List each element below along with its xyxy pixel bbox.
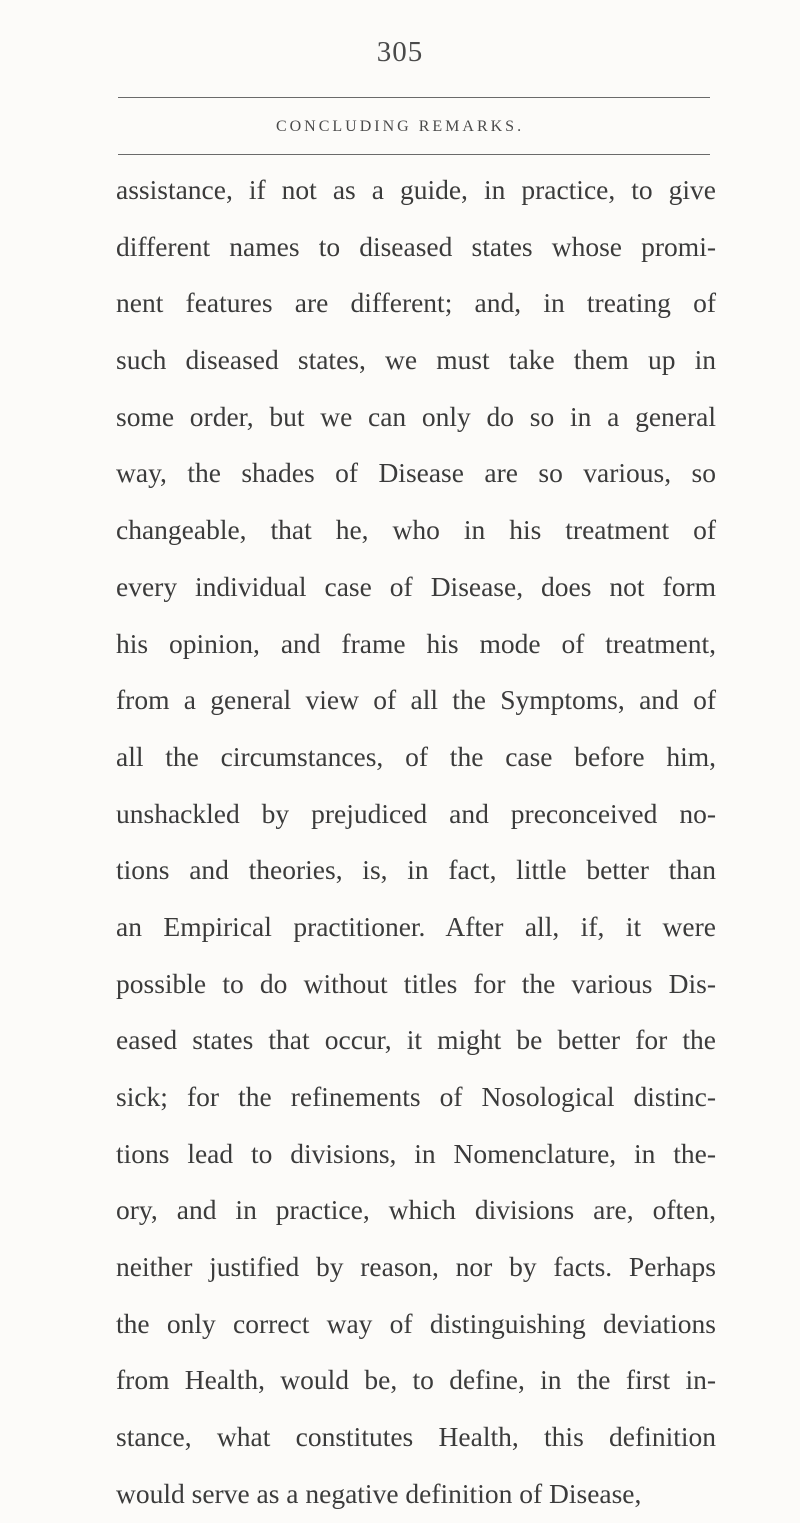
text-line: tions and theories, is, in fact, little better than <box>116 854 716 886</box>
text-line: such diseased states, we must take them up in <box>116 344 716 376</box>
body-text <box>116 162 716 1523</box>
running-head: CONCLUDING REMARKS. <box>275 118 525 135</box>
text-line: possible to do without titles for the various Dis- <box>116 967 716 999</box>
text-line: stance, what constitutes Health, this definition <box>116 1421 716 1453</box>
text-line: from Health, would be, to define, in the first in- <box>116 1364 716 1396</box>
text-line: eased states that occur, it might be better for the <box>116 1024 716 1056</box>
text-line: unshackled by prejudiced and preconceived no- <box>116 797 716 829</box>
page-number: 305 <box>376 36 424 68</box>
text-line: ory, and in practice, which divisions are, often, <box>116 1194 716 1226</box>
text-line: different names to diseased states whose promi- <box>116 230 716 262</box>
text-line: changeable, that he, who in his treatment of <box>116 514 716 546</box>
text-line: all the circumstances, of the case before him, <box>116 740 716 772</box>
header-rule-bottom <box>118 154 710 155</box>
header-rule-top <box>118 97 710 98</box>
text-line: his opinion, and frame his mode of treatment, <box>116 627 716 659</box>
text-line: tions lead to divisions, in Nomenclature, in the- <box>116 1137 716 1169</box>
text-line: every individual case of Disease, does not form <box>116 570 716 602</box>
text-line: would serve as a negative definition of Disease, <box>116 1477 642 1509</box>
text-line: from a general view of all the Symptoms, and of <box>116 684 716 716</box>
text-line: an Empirical practitioner. After all, if, it were <box>116 910 716 942</box>
text-line: way, the shades of Disease are so various, so <box>116 457 716 489</box>
text-line: sick; for the refinements of Nosological distinc- <box>116 1081 716 1112</box>
text-line: nent features are different; and, in treating of <box>116 287 716 319</box>
text-line: assistance, if not as a guide, in practice, to give <box>116 174 716 205</box>
text-line: neither justified by reason, nor by facts. Perhaps <box>116 1251 716 1283</box>
text-line: some order, but we can only do so in a general <box>116 400 716 432</box>
text-line: the only correct way of distinguishing deviations <box>116 1307 716 1339</box>
